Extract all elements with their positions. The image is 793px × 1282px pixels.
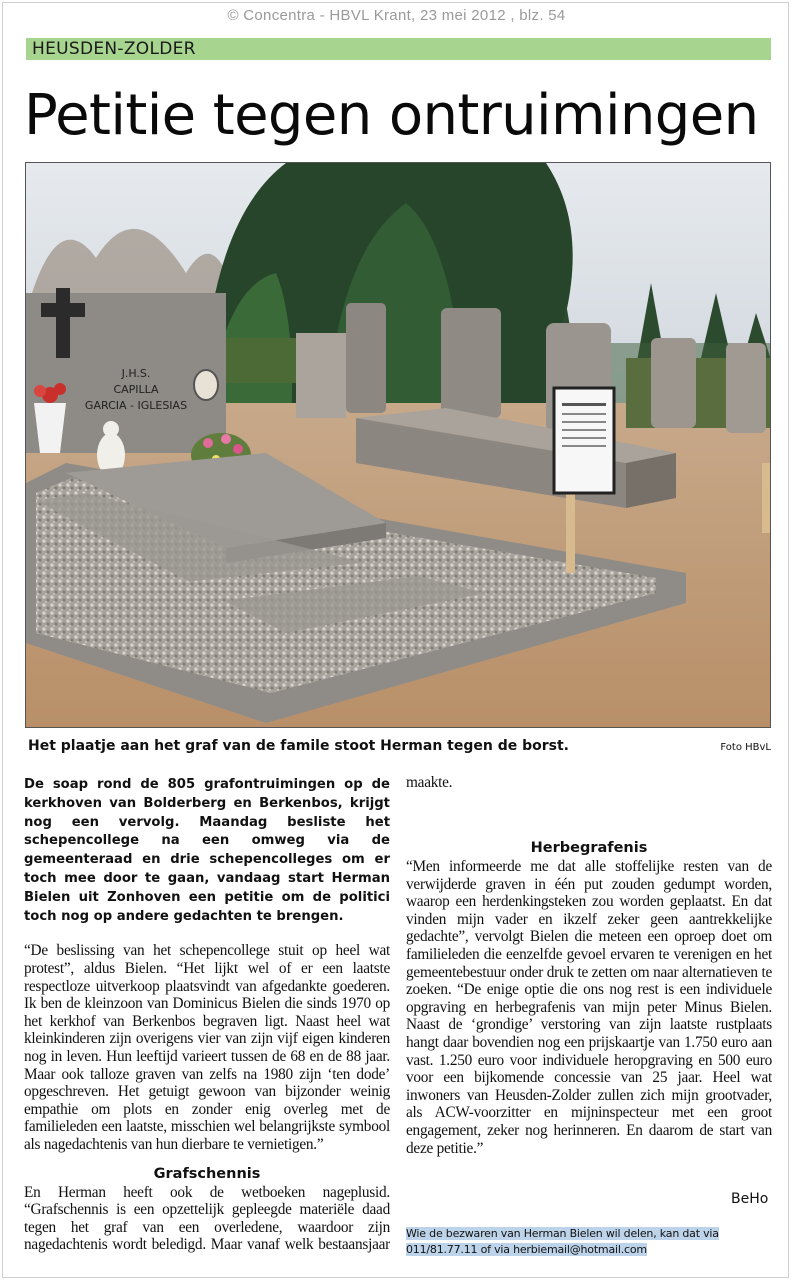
photo-caption: Het plaatje aan het graf van de famile stoot Herman tegen de borst. — [28, 738, 569, 754]
article-paragraph-continued — [406, 774, 772, 828]
article-headline: Petitie tegen ontruimingen — [24, 83, 759, 148]
article-subhead: Grafschennis — [153, 1165, 261, 1182]
copyright-line: © Concentra - HBVL Krant, 23 mei 2012 , blz. 54 — [227, 7, 566, 24]
article-paragraph-continued-text: maakte. — [406, 774, 453, 792]
article-column-right — [406, 774, 772, 1157]
inscription-line: J.H.S. — [121, 367, 151, 380]
info-box-text: Wie de bezwaren van Herman Bielen wil delen, kan dat via 011/81.77.11 of via herbiemail@hotmail.com — [406, 1227, 719, 1256]
section-label: HEUSDEN-ZOLDER — [32, 39, 196, 59]
cemetery-photo-illustration — [26, 163, 771, 728]
inscription-line: GARCIA - IGLESIAS — [84, 399, 188, 412]
article-intro: De soap rond de 805 grafontruimingen op de kerkhoven van Bolderberg en Berkenbos, krijgt nog een vervolg. Maandag besliste het schepencollege na een omweg via de gemeenteraad en drie schepencolleges om er toch mee door te gaan, vandaag start Herman Bielen uit Zonhoven een petitie om de politici toch nog op andere gedachten te brengen. — [24, 777, 390, 924]
article-subhead: Herbegrafenis — [530, 840, 648, 856]
info-box — [406, 1226, 722, 1258]
author-initials: BeHo — [731, 1191, 769, 1207]
article-paragraph: “De beslissing van het schepencollege stuit op heel wat protest”, aldus Bielen. “Het lijkt wel of er een laatste respectloze uitverkoop plaatsvindt van afgedankte goederen. Ik ben de kleinzoon van Dominicus Bielen die sinds 1970 op het kerkhof van Berkenbos begraven ligt. Naast heel wat kleinkinderen zijn overigens vier van zijn vijf eigen kinderen nog in leven. Hun leeftijd varieert tussen de 68 en de 88 jaar. Maar ook talloze graven van zelfs na 1980 zijn ‘ten dode’ opgeschreven. Het getuigt gewoon van bijzonder weinig empathie om plots en zonder enig overleg met de familieleden een laatste, misschien wel belangrijkste symbool als nagedachtenis van hun dierbare te vernietigen.” — [24, 942, 390, 1153]
article-paragraph: En Herman heeft ook de wetboeken nageplusid. “Grafschennis is een opzettelijk gepleegde materiële daad tegen het graf van een overledene, waardoor zijn nagedachtenis wordt beledigd. Maar vanaf welk bestaansjaar — [24, 1183, 390, 1254]
photo-credit: Foto HBvL — [720, 742, 771, 753]
article-paragraph: “Men informeerde me dat alle stoffelijke resten van de verwijderde graven in één put zouden gedumpt worden, waarop een herdenkingsteken zou worden geplaatst. En dat vinden mijn vader en ikzelf zeker geen aantrekkelijke gedachte”, vervolgt Bielen die meteen een oproep doet om familieleden die eenzelfde gevoel ervaren te verenigen en het gemeentebestuur onder druk te zetten om naar alternatieven te zoeken. “De enige optie die ons nog rest is een individuele opgraving en herbegrafenis van mijn peter Minus Bielen. Naast de ‘grondige’ verstoring van zijn laatste rustplaats hangt daar bovendien nog een prijskaartje van 1.750 euro aan vast. 1.250 euro voor individuele heropgraving en 500 euro voor een bijkomende concessie van 25 jaar. Heel wat inwoners van Heusden-Zolder zullen zich mijn grootvader, als ACW-voorzitter en mijninspecteur met een groot engagement, zeker nog herinneren. En daarom de start van deze petitie.” — [406, 858, 772, 1157]
article-column-left — [24, 774, 390, 1254]
article-photo — [25, 162, 771, 728]
inscription-line: CAPILLA — [113, 383, 159, 396]
